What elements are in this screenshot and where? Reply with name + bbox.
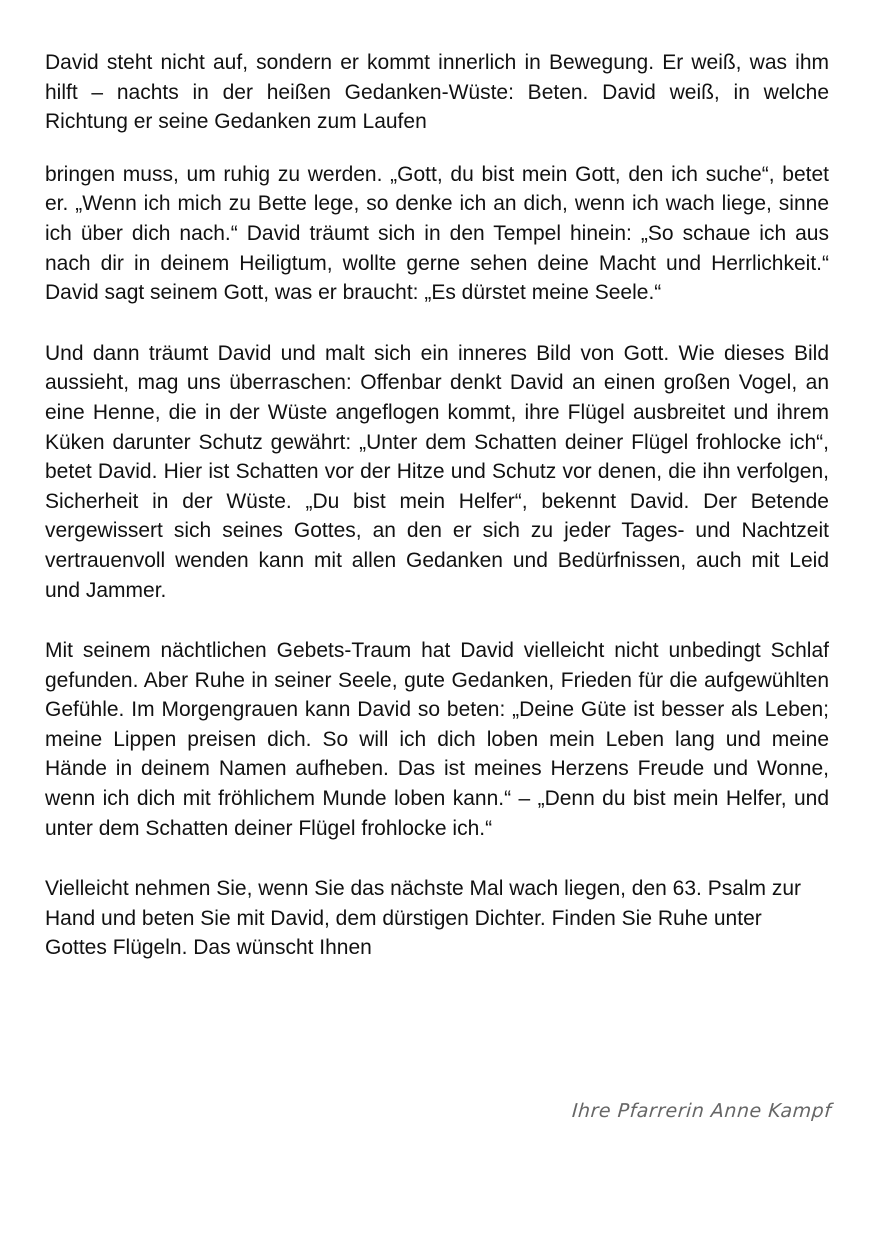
paragraph-3: Und dann träumt David und malt sich ein inneres Bild von Gott. Wie dieses Bild aussieht, mag uns überraschen: Offenbar denkt David an einen großen Vogel, an eine Henne, die in der Wüste angeflogen kommt, ihre Flügel ausbreitet und ihrem Küken darunter Schutz gewährt: „Unter dem Schatten deiner Flügel frohlocke ich“, betet David. Hier ist Schatten vor der Hitze und Schutz vor denen, die ihn verfolgen, Sicherheit in der Wüste. „Du bist mein Helfer“, bekennt David. Der Betende vergewissert sich seines Gottes, an den er sich zu jeder Tages- und Nachtzeit vertrauenvoll wenden kann mit allen Gedanken und Bedürfnissen, auch mit Leid und Jammer. xyxy=(45,341,829,602)
paragraph-spacer xyxy=(45,605,829,636)
document-body xyxy=(45,48,829,963)
paragraph-5: Vielleicht nehmen Sie, wenn Sie das nächste Mal wach liegen, den 63. Psalm zur Hand und beten Sie mit David, dem dürstigen Dichter. Finden Sie Ruhe unter Gottes Flügeln. Das wünscht Ihnen xyxy=(45,877,802,960)
paragraph-4: Mit seinem nächtlichen Gebets-Traum hat David vielleicht nicht unbedingt Schlaf gefunden. Aber Ruhe in seiner Seele, gute Gedanken, Frieden für die aufgewühlten Gefühle. Im Morgengrauen kann David so beten: „Deine Güte ist besser als Leben; meine Lippen preisen dich. So will ich dich loben mein Leben lang und meine Hände in deinem Namen aufheben. Das ist meines Herzens Freude und Wonne, wenn ich dich mit fröhlichem Munde loben kann.“ – „Denn du bist mein Helfer, und unter dem Schatten deiner Flügel frohlocke ich.“ xyxy=(45,639,829,840)
paragraph-2: bringen muss, um ruhig zu werden. „Gott, du bist mein Gott, den ich suche“, betet er. „Wenn ich mich zu Bette lege, so denke ich an dich, wenn ich wach liege, sinne ich über dich nach.“ David träumt sich in den Tempel hinein: „So schaue ich aus nach dir in deinem Heiligtum, wollte gerne sehen deine Macht und Herrlichkeit.“ David sagt seinem Gott, was er braucht: „Es dürstet meine Seele.“ xyxy=(45,162,829,305)
paragraph-spacer xyxy=(45,137,829,160)
paragraph-spacer xyxy=(45,308,829,339)
paragraph-1: David steht nicht auf, sondern er kommt innerlich in Bewegung. Er weiß, was ihm hilft – nachts in der heißen Gedanken-Wüste: Beten. David weiß, in welche Richtung er seine Gedanken zum Laufen xyxy=(45,51,829,134)
signature: Ihre Pfarrerin Anne Kampf xyxy=(570,1100,832,1122)
paragraph-spacer xyxy=(45,843,829,874)
